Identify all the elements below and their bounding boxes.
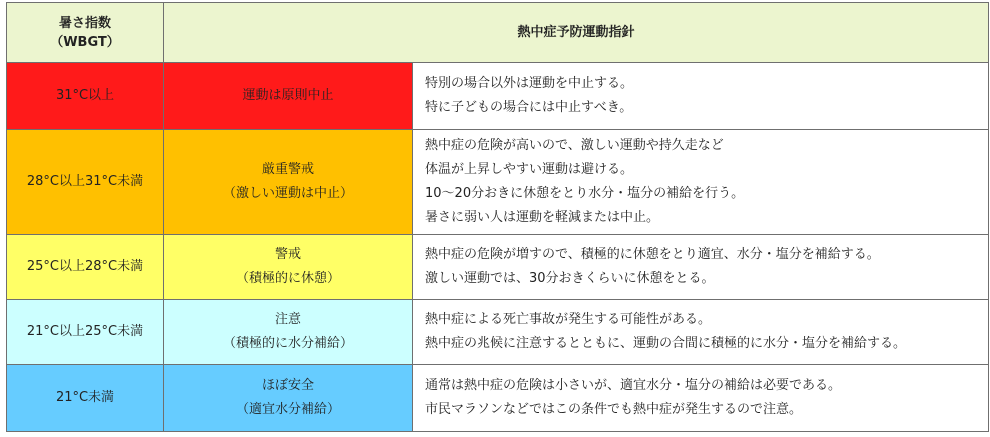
row-severe-warning [7,130,989,235]
guidance-line: 熱中症による死亡事故が発生する可能性がある。 [425,312,712,327]
header-wbgt-cell [7,3,164,63]
warning-level-cell [164,365,413,432]
warning-level-note: （適宜水分補給） [235,402,340,417]
guidance-line: 暑さに弱い人は運動を軽減または中止。 [425,210,660,225]
wbgt-range-cell: 25°C以上28°C未満 [7,235,164,300]
guidance-cell [413,235,989,300]
wbgt-range-cell: 28°C以上31°C未満 [7,130,164,235]
row-danger [7,63,989,130]
row-warning [7,235,989,300]
warning-level-cell [164,235,413,300]
guidance-line: 熱中症の兆候に注意するとともに、運動の合間に積極的に水分・塩分を補給する。 [425,336,907,351]
warning-level: 警戒 [274,247,301,262]
warning-level: 運動は原則中止 [242,88,334,103]
header-row [7,3,989,63]
guidance-line: 特別の場合以外は運動を中止する。 [425,76,634,91]
guidance-line: 激しい運動では、30分おきくらいに休憩をとる。 [425,271,715,286]
header-wbgt-subtitle: （WBGT） [50,34,120,50]
warning-level-cell [164,63,413,130]
guidance-line: 熱中症の危険が高いので、激しい運動や持久走など [425,138,724,153]
row-almost-safe [7,365,989,432]
guidance-line: 体温が上昇しやすい運動は避ける。 [425,162,634,177]
heat-guideline-table [6,2,989,432]
header-guideline-title: 熱中症予防運動指針 [517,24,635,40]
warning-level-cell [164,300,413,365]
wbgt-range-cell: 31°C以上 [7,63,164,130]
warning-level-note: （積極的に水分補給） [222,336,353,351]
guidance-cell [413,63,989,130]
guidance-line: 通常は熱中症の危険は小さいが、適宜水分・塩分の補給は必要である。 [425,378,842,393]
guidance-line: 市民マラソンなどではこの条件でも熱中症が発生するので注意。 [425,402,803,417]
guidance-line: 特に子どもの場合には中止すべき。 [425,100,633,115]
warning-level-cell [164,130,413,235]
wbgt-range-cell: 21°C以上25°C未満 [7,300,164,365]
guidance-line: 熱中症の危険が増すので、積極的に休憩をとり適宜、水分・塩分を補給する。 [425,247,880,262]
wbgt-range-cell: 21°C未満 [7,365,164,432]
warning-level: 注意 [274,312,301,327]
warning-level: 厳重警戒 [261,162,314,177]
warning-level-note: （激しい運動は中止） [222,186,353,201]
header-guideline-cell [164,3,989,63]
warning-level: ほぼ安全 [261,378,314,393]
guidance-cell [413,130,989,235]
warning-level-note: （積極的に休憩） [235,271,340,286]
guidance-cell [413,300,989,365]
header-wbgt-title: 暑さ指数 [58,15,111,31]
row-caution [7,300,989,365]
guidance-line: 10～20分おきに休憩をとり水分・塩分の補給を行う。 [425,186,745,201]
guidance-cell [413,365,989,432]
